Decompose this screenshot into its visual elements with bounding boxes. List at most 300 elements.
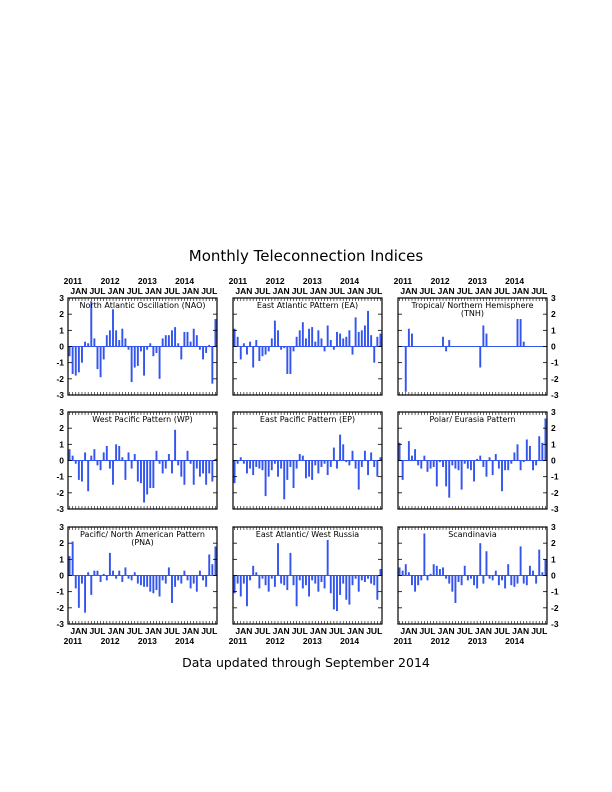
x-tick-label: JUL	[366, 286, 383, 296]
index-bar	[143, 347, 145, 376]
x-year-label: 2012	[100, 276, 120, 286]
panel-title: (TNH)	[460, 309, 485, 318]
index-bar	[171, 576, 173, 603]
y-tick-label: -3	[56, 619, 64, 629]
index-bar	[442, 337, 444, 347]
index-bar	[199, 571, 201, 576]
index-bar	[214, 319, 216, 346]
index-bar	[448, 576, 450, 584]
index-bar	[520, 461, 522, 471]
x-tick-label: JUL	[531, 626, 548, 636]
x-tick-label: JUL	[291, 626, 308, 636]
index-bar	[97, 347, 99, 370]
index-bar	[308, 329, 310, 347]
index-bar	[277, 461, 279, 477]
x-tick-label: JAN	[347, 626, 365, 636]
index-bar	[324, 461, 326, 464]
x-year-label: 2014	[505, 636, 525, 646]
index-bar	[296, 576, 298, 607]
index-bar	[177, 576, 179, 581]
index-bar	[498, 576, 500, 586]
index-bar	[234, 576, 236, 594]
index-bar	[373, 576, 375, 586]
x-year-label: 2011	[63, 276, 83, 286]
index-bar	[296, 461, 298, 469]
index-bar	[286, 576, 288, 591]
index-bar	[501, 576, 503, 581]
index-bar	[489, 576, 491, 579]
index-bar	[296, 337, 298, 347]
index-bar	[302, 576, 304, 589]
index-bar	[84, 576, 86, 613]
x-year-label: 2011	[228, 276, 248, 286]
index-bar	[448, 340, 450, 346]
index-bar	[305, 576, 307, 586]
index-bar	[159, 576, 161, 597]
index-bar	[214, 546, 216, 575]
index-bar	[174, 327, 176, 346]
index-bar	[317, 461, 319, 474]
index-bar	[367, 461, 369, 476]
x-tick-label: JAN	[70, 286, 88, 296]
y-tick-label: 2	[59, 538, 64, 549]
index-bar	[286, 347, 288, 374]
x-tick-label: JUL	[493, 286, 511, 296]
index-bar	[308, 461, 310, 477]
index-bar	[526, 439, 528, 460]
x-tick-label: JUL	[89, 626, 106, 636]
y-tick-label: 3	[59, 293, 64, 303]
index-bar	[183, 332, 185, 347]
index-bar	[196, 461, 198, 469]
index-bar	[364, 576, 366, 582]
y-tick-label: 2	[59, 309, 64, 320]
panel-title: East Atlantic PAttern (EA)	[256, 301, 359, 310]
panel-title: (PNA)	[131, 538, 154, 547]
x-tick-label: JAN	[272, 286, 290, 296]
index-bar	[75, 576, 77, 589]
x-year-label: 2014	[505, 276, 525, 286]
index-bar	[451, 576, 453, 592]
y-tick-label: -3	[551, 619, 559, 629]
index-bar	[106, 335, 108, 346]
index-bar	[358, 332, 360, 347]
index-bar	[317, 576, 319, 592]
index-bar	[84, 342, 86, 347]
index-bar	[128, 347, 130, 350]
index-bar	[165, 461, 167, 469]
index-bar	[271, 338, 273, 346]
index-bar	[513, 576, 515, 587]
index-bar	[140, 576, 142, 586]
index-bar	[358, 576, 360, 592]
index-bar	[103, 347, 105, 360]
x-tick-label: JUL	[291, 286, 308, 296]
index-bar	[205, 576, 207, 587]
index-bar	[237, 576, 239, 584]
index-bar	[196, 335, 198, 346]
index-bar	[205, 461, 207, 485]
index-bar	[177, 461, 179, 466]
index-bar	[202, 461, 204, 474]
index-bar	[112, 461, 114, 485]
index-bar	[373, 347, 375, 363]
index-bar	[193, 576, 195, 584]
index-bar	[520, 546, 522, 575]
index-bar	[330, 461, 332, 467]
index-bar	[243, 343, 245, 346]
x-tick-label: JAN	[272, 626, 290, 636]
index-bar	[482, 461, 484, 467]
index-bar	[156, 347, 158, 353]
index-bar	[137, 347, 139, 366]
index-bar	[544, 559, 546, 575]
y-tick-label: -2	[551, 602, 559, 613]
index-bar	[93, 338, 95, 346]
x-tick-label: JAN	[144, 626, 162, 636]
index-bar	[274, 321, 276, 347]
index-bar	[187, 451, 189, 461]
y-tick-label: 2	[551, 309, 556, 320]
index-bar	[333, 448, 335, 461]
panel-9	[394, 522, 559, 646]
index-bar	[237, 337, 239, 347]
index-bar	[408, 329, 410, 347]
index-bar	[100, 461, 102, 471]
index-bar	[115, 444, 117, 460]
index-bar	[492, 576, 494, 581]
x-tick-label: JAN	[309, 626, 327, 636]
index-bar	[249, 461, 251, 469]
index-bar	[234, 329, 236, 347]
index-bar	[464, 566, 466, 576]
panel-7	[56, 522, 217, 646]
index-bar	[414, 449, 416, 460]
index-bar	[202, 576, 204, 581]
index-bar	[109, 553, 111, 576]
index-bar	[330, 576, 332, 594]
index-bar	[268, 347, 270, 352]
index-bar	[532, 571, 534, 576]
index-bar	[78, 347, 80, 373]
index-bar	[442, 567, 444, 575]
index-bar	[423, 533, 425, 575]
index-bar	[314, 342, 316, 347]
index-bar	[81, 576, 83, 584]
index-bar	[283, 576, 285, 586]
index-bar	[265, 347, 267, 355]
index-bar	[517, 576, 519, 584]
index-bar	[208, 345, 210, 347]
index-bar	[486, 551, 488, 575]
index-bar	[280, 347, 282, 350]
index-bar	[277, 330, 279, 346]
index-bar	[187, 576, 189, 581]
index-bar	[479, 456, 481, 461]
x-year-label: 2012	[430, 276, 450, 286]
y-tick-label: -2	[551, 373, 559, 384]
index-bar	[162, 338, 164, 346]
index-bar	[336, 576, 338, 612]
x-tick-label: JUL	[456, 286, 473, 296]
index-bar	[302, 322, 304, 346]
index-bar	[352, 347, 354, 355]
index-bar	[439, 461, 441, 463]
index-bar	[280, 576, 282, 584]
index-bar	[311, 461, 313, 480]
index-bar	[311, 327, 313, 346]
index-bar	[454, 576, 456, 603]
index-bar	[255, 340, 257, 346]
panel-title: East Pacific Pattern (EP)	[259, 415, 356, 424]
index-bar	[180, 347, 182, 360]
index-bar	[305, 338, 307, 346]
y-tick-label: 1	[551, 439, 556, 450]
index-bar	[327, 325, 329, 346]
index-bar	[317, 330, 319, 346]
x-tick-label: JUL	[163, 286, 181, 296]
index-bar	[299, 454, 301, 460]
index-bar	[208, 461, 210, 474]
index-bar	[268, 576, 270, 592]
index-bar	[190, 461, 192, 464]
index-bar	[149, 343, 151, 346]
index-bar	[90, 456, 92, 461]
index-bar	[399, 443, 401, 461]
index-bar	[361, 461, 363, 467]
x-year-label: 2012	[265, 276, 285, 286]
index-bar	[137, 576, 139, 584]
y-tick-label: -1	[56, 586, 64, 597]
index-bar	[262, 461, 264, 471]
index-bar	[78, 576, 80, 608]
index-bar	[352, 451, 354, 461]
index-bar	[183, 461, 185, 485]
index-bar	[293, 576, 295, 586]
x-year-label: 2012	[100, 636, 120, 646]
x-tick-label: JAN	[107, 626, 125, 636]
index-bar	[162, 576, 164, 581]
index-bar	[243, 576, 245, 584]
index-bar	[458, 461, 460, 471]
x-year-label: 2013	[302, 276, 322, 286]
index-bar	[439, 569, 441, 575]
y-tick-label: 1	[59, 439, 64, 450]
y-tick-label: -3	[56, 390, 64, 400]
index-bar	[159, 461, 161, 464]
index-bar	[106, 446, 108, 461]
index-bar	[193, 461, 195, 485]
index-bar	[174, 430, 176, 461]
index-bar	[115, 576, 117, 579]
index-bar	[314, 576, 316, 584]
x-year-label: 2013	[302, 636, 322, 646]
x-year-label: 2011	[228, 636, 248, 646]
index-bar	[143, 461, 145, 503]
index-bar	[211, 564, 213, 575]
index-bar	[339, 435, 341, 461]
index-bar	[75, 461, 77, 464]
index-bar	[510, 461, 512, 464]
x-tick-label: JUL	[419, 286, 436, 296]
y-tick-label: -2	[551, 487, 559, 498]
index-bar	[523, 461, 525, 463]
index-bar	[379, 334, 381, 347]
index-bar	[355, 576, 357, 579]
index-bar	[445, 347, 447, 352]
y-tick-label: 3	[59, 522, 64, 532]
index-bar	[467, 461, 469, 469]
index-bar	[249, 576, 251, 581]
index-bar	[180, 576, 182, 584]
index-bar	[180, 461, 182, 477]
index-bar	[87, 572, 89, 575]
index-bar	[258, 461, 260, 469]
index-bar	[504, 576, 506, 589]
index-bar	[208, 554, 210, 575]
index-bar	[171, 461, 173, 474]
index-bar	[252, 461, 254, 476]
x-tick-label: JAN	[400, 286, 418, 296]
index-bar	[436, 461, 438, 487]
index-bar	[464, 461, 466, 464]
index-bar	[427, 576, 429, 581]
x-tick-label: JUL	[328, 286, 346, 296]
panel-2	[229, 276, 383, 395]
x-tick-label: JAN	[182, 626, 200, 636]
index-bar	[211, 461, 213, 482]
index-bar	[134, 454, 136, 460]
x-tick-label: JAN	[400, 626, 418, 636]
index-bar	[433, 564, 435, 575]
x-year-label: 2011	[393, 276, 413, 286]
index-bar	[293, 461, 295, 488]
index-bar	[370, 335, 372, 346]
index-bar	[246, 576, 248, 607]
y-tick-label: 1	[551, 325, 556, 336]
index-bar	[103, 574, 105, 576]
x-year-label: 2011	[393, 636, 413, 646]
index-bar	[112, 571, 114, 576]
index-bar	[486, 461, 488, 477]
index-bar	[538, 550, 540, 576]
index-bar	[339, 576, 341, 595]
index-bar	[376, 461, 378, 477]
x-year-label: 2013	[467, 276, 487, 286]
index-bar	[299, 576, 301, 581]
index-bar	[143, 576, 145, 587]
index-bar	[532, 461, 534, 471]
index-bar	[482, 325, 484, 346]
y-tick-label: 2	[551, 538, 556, 549]
index-bar	[495, 454, 497, 460]
index-bar	[345, 337, 347, 347]
x-tick-label: JAN	[474, 626, 492, 636]
index-bar	[246, 347, 248, 355]
index-bar	[199, 347, 201, 350]
x-tick-label: JUL	[328, 626, 346, 636]
index-bar	[314, 461, 316, 466]
index-bar	[249, 342, 251, 347]
index-bar	[473, 576, 475, 586]
index-bar	[473, 461, 475, 482]
index-bar	[240, 457, 242, 460]
panel-4	[56, 407, 217, 514]
x-tick-label: JAN	[144, 286, 162, 296]
index-bar	[131, 576, 133, 581]
index-bar	[293, 347, 295, 352]
x-tick-label: JUL	[201, 286, 218, 296]
index-bar	[168, 335, 170, 346]
index-bar	[72, 456, 74, 461]
index-bar	[321, 338, 323, 346]
panel-1	[56, 276, 217, 400]
x-tick-label: JAN	[437, 286, 455, 296]
index-bar	[470, 461, 472, 471]
index-bar	[476, 576, 478, 589]
index-bar	[190, 576, 192, 589]
index-bar	[405, 564, 407, 575]
x-tick-label: JUL	[201, 626, 218, 636]
index-bar	[97, 571, 99, 576]
index-bar	[137, 461, 139, 482]
index-bar	[379, 457, 381, 460]
x-tick-label: JUL	[126, 626, 143, 636]
index-bar	[364, 325, 366, 346]
index-bar	[271, 461, 273, 471]
x-year-label: 2014	[340, 276, 360, 286]
index-bar	[541, 572, 543, 575]
index-bar	[321, 576, 323, 582]
x-tick-label: JAN	[512, 286, 530, 296]
index-bar	[146, 576, 148, 587]
panel-6	[398, 407, 559, 514]
y-tick-label: 0	[551, 570, 556, 581]
panel-3	[394, 276, 559, 400]
index-bar	[476, 459, 478, 461]
index-bar	[177, 343, 179, 346]
index-bar	[283, 347, 285, 349]
index-bar	[202, 347, 204, 360]
index-bar	[168, 567, 170, 575]
index-bar	[501, 461, 503, 492]
index-bar	[69, 347, 71, 357]
index-bar	[118, 340, 120, 346]
panel-5	[233, 412, 382, 509]
index-bar	[205, 347, 207, 353]
x-year-label: 2012	[265, 636, 285, 646]
y-tick-label: -3	[551, 504, 559, 514]
x-tick-label: JAN	[235, 286, 253, 296]
index-bar	[333, 347, 335, 350]
index-bar	[321, 461, 323, 467]
index-bar	[529, 566, 531, 576]
x-tick-label: JAN	[235, 626, 253, 636]
x-tick-label: JUL	[163, 626, 181, 636]
index-bar	[445, 576, 447, 579]
index-bar	[72, 347, 74, 374]
index-bar	[408, 441, 410, 460]
index-bar	[121, 576, 123, 582]
index-bar	[376, 576, 378, 600]
x-year-label: 2013	[137, 276, 157, 286]
index-bar	[109, 461, 111, 469]
x-tick-label: JAN	[107, 286, 125, 296]
index-bar	[258, 347, 260, 362]
x-tick-label: JUL	[493, 626, 511, 636]
y-tick-label: -2	[56, 487, 64, 498]
index-bar	[134, 347, 136, 368]
